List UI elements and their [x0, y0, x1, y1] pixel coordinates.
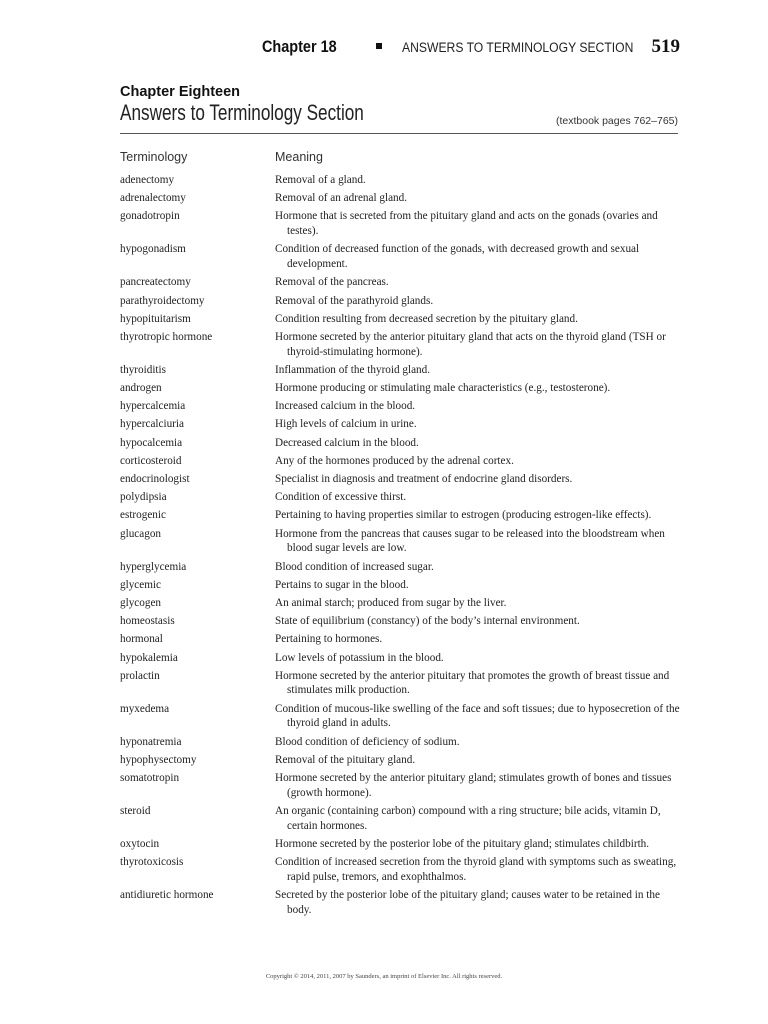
table-row [120, 312, 680, 327]
meaning-cell: Increased calcium in the blood. [275, 400, 416, 413]
table-row [120, 191, 680, 206]
meaning-cell: Hormone producing or stimulating male characteristics (e.g., testosterone). [275, 382, 611, 395]
column-header-meaning: Meaning [275, 150, 323, 164]
page-number: 519 [651, 36, 680, 57]
term-cell: hyponatremia [120, 735, 182, 748]
meaning-cell: An organic (containing carbon) compound with a ring structure; bile acids, vitamin D, certain hormones. [275, 805, 661, 832]
table-row [120, 614, 680, 629]
running-header-chapter: Chapter 18 [262, 37, 337, 56]
meaning-cell: High levels of calcium in urine. [275, 418, 417, 431]
meaning-cell: Pertaining to having properties similar to estrogen (producing estrogen-like effects). [275, 509, 652, 522]
meaning-cell: Condition of mucous-like swelling of the face and soft tissues; due to hyposecretion of the thyroid gland in adults. [275, 702, 680, 730]
table-row [120, 735, 680, 750]
table-row [120, 363, 680, 378]
table-row [120, 596, 680, 611]
term-cell: hyperglycemia [120, 560, 187, 573]
table-row [120, 669, 680, 699]
meaning-cell: Hormone secreted by the anterior pituitary gland; stimulates growth of bones and tissues (growth hormone). [275, 772, 672, 799]
term-cell: polydipsia [120, 491, 167, 504]
term-cell: oxytocin [120, 838, 160, 850]
meaning-cell: Removal of a gland. [275, 174, 366, 186]
meaning-cell: Specialist in diagnosis and treatment of endocrine gland disorders. [275, 473, 573, 486]
term-cell: hypokalemia [120, 651, 178, 664]
table-row [120, 527, 680, 557]
term-cell: thyrotropic hormone [120, 330, 213, 343]
term-cell: corticosteroid [120, 454, 182, 467]
meaning-cell: Hormone from the pancreas that causes sugar to be released into the bloodstream when blood sugar levels are low. [275, 527, 665, 555]
term-cell: thyroiditis [120, 363, 166, 376]
term-cell: glucagon [120, 527, 162, 540]
term-cell: myxedema [120, 702, 170, 715]
meaning-cell: Low levels of potassium in the blood. [275, 651, 444, 664]
running-header-section: ANSWERS TO TERMINOLOGY SECTION [402, 40, 634, 55]
table-row [120, 173, 680, 188]
meaning-cell: Condition of decreased function of the gonads, with decreased growth and sexual development. [275, 243, 640, 271]
page-title: Answers to Terminology Section [120, 100, 364, 125]
table-row [120, 472, 680, 487]
term-cell: hypogonadism [120, 243, 186, 256]
term-cell: endocrinologist [120, 473, 190, 486]
meaning-cell: Inflammation of the thyroid gland. [275, 363, 431, 376]
table-row [120, 294, 680, 309]
table-row [120, 651, 680, 666]
table-row [120, 399, 680, 414]
term-cell: antidiuretic hormone [120, 889, 214, 902]
table-row [120, 490, 680, 505]
meaning-cell: Pertaining to hormones. [275, 633, 383, 646]
meaning-cell: Blood condition of deficiency of sodium. [275, 735, 460, 748]
table-row [120, 454, 680, 469]
table-row [120, 771, 680, 801]
meaning-cell: An animal starch; produced from sugar by the liver. [275, 596, 507, 609]
term-cell: glycogen [120, 596, 162, 609]
meaning-cell: Decreased calcium in the blood. [275, 436, 419, 449]
meaning-cell: Any of the hormones produced by the adrenal cortex. [275, 454, 514, 467]
meaning-cell: Removal of the parathyroid glands. [275, 294, 434, 307]
term-cell: steroid [120, 805, 151, 818]
meaning-cell: Hormone secreted by the anterior pituitary that promotes the growth of breast tissue and stimulates milk production. [275, 669, 670, 697]
term-cell: hypophysectomy [120, 753, 197, 766]
table-row [120, 753, 680, 768]
running-header [262, 36, 680, 60]
meaning-cell: Hormone that is secreted from the pituitary gland and acts on the gonads (ovaries and testes). [275, 210, 658, 238]
table-row [120, 275, 680, 290]
meaning-cell: Pertains to sugar in the blood. [275, 578, 409, 591]
meaning-cell: Removal of the pituitary gland. [275, 753, 416, 766]
table-row [120, 381, 680, 396]
term-cell: androgen [120, 382, 162, 395]
table-row [120, 804, 680, 834]
meaning-cell: Condition resulting from decreased secretion by the pituitary gland. [275, 312, 578, 325]
table-row [120, 855, 680, 885]
term-cell: glycemic [120, 578, 162, 591]
term-cell: hypopituitarism [120, 312, 191, 325]
table-row [120, 632, 680, 647]
term-cell: somatotropin [120, 772, 180, 785]
term-cell: parathyroidectomy [120, 294, 205, 307]
meaning-cell: Blood condition of increased sugar. [275, 560, 434, 573]
term-cell: adrenalectomy [120, 192, 186, 205]
table-row [120, 417, 680, 432]
title-divider [120, 133, 678, 134]
term-cell: pancreatectomy [120, 276, 191, 289]
table-row [120, 508, 680, 523]
table-row [120, 888, 680, 918]
meaning-cell: State of equilibrium (constancy) of the body’s internal environment. [275, 615, 580, 628]
term-cell: estrogenic [120, 509, 166, 522]
meaning-cell: Condition of increased secretion from the thyroid gland with symptoms such as sweating, rapid pulse, tremors, and exophthalmos. [275, 856, 677, 883]
term-cell: homeostasis [120, 615, 175, 628]
table-row [120, 436, 680, 451]
table-row [120, 578, 680, 593]
table-row [120, 242, 680, 272]
copyright-footer: Copyright © 2014, 2011, 2007 by Saunders, an imprint of Elsevier Inc. All rights reserved. [265, 973, 503, 980]
term-cell: hormonal [120, 633, 163, 646]
term-cell: hypercalciuria [120, 418, 184, 431]
table-row [120, 702, 680, 732]
meaning-cell: Hormone secreted by the anterior pituitary gland that acts on the thyroid gland (TSH or thyroid-stimulating hormone). [275, 330, 666, 358]
table-row [120, 837, 680, 852]
meaning-cell: Hormone secreted by the posterior lobe of the pituitary gland; stimulates childbirth. [275, 838, 650, 850]
meaning-cell: Removal of the pancreas. [275, 276, 389, 289]
term-cell: hypercalcemia [120, 400, 186, 413]
column-header-terminology: Terminology [120, 150, 188, 164]
term-cell: adenectomy [120, 174, 175, 186]
meaning-cell: Secreted by the posterior lobe of the pituitary gland; causes water to be retained in the body. [275, 889, 660, 916]
textbook-pages-reference: (textbook pages 762–765) [555, 115, 678, 127]
term-cell: thyrotoxicosis [120, 856, 184, 869]
table-row [120, 209, 680, 239]
table-row [120, 330, 680, 360]
meaning-cell: Removal of an adrenal gland. [275, 192, 408, 205]
term-cell: gonadotropin [120, 210, 180, 223]
term-cell: prolactin [120, 669, 160, 682]
chapter-label: Chapter Eighteen [120, 84, 241, 100]
term-cell: hypocalcemia [120, 436, 183, 449]
square-bullet-icon [376, 43, 382, 49]
terminology-table [120, 173, 680, 921]
table-row [120, 560, 680, 575]
meaning-cell: Condition of excessive thirst. [275, 491, 407, 504]
